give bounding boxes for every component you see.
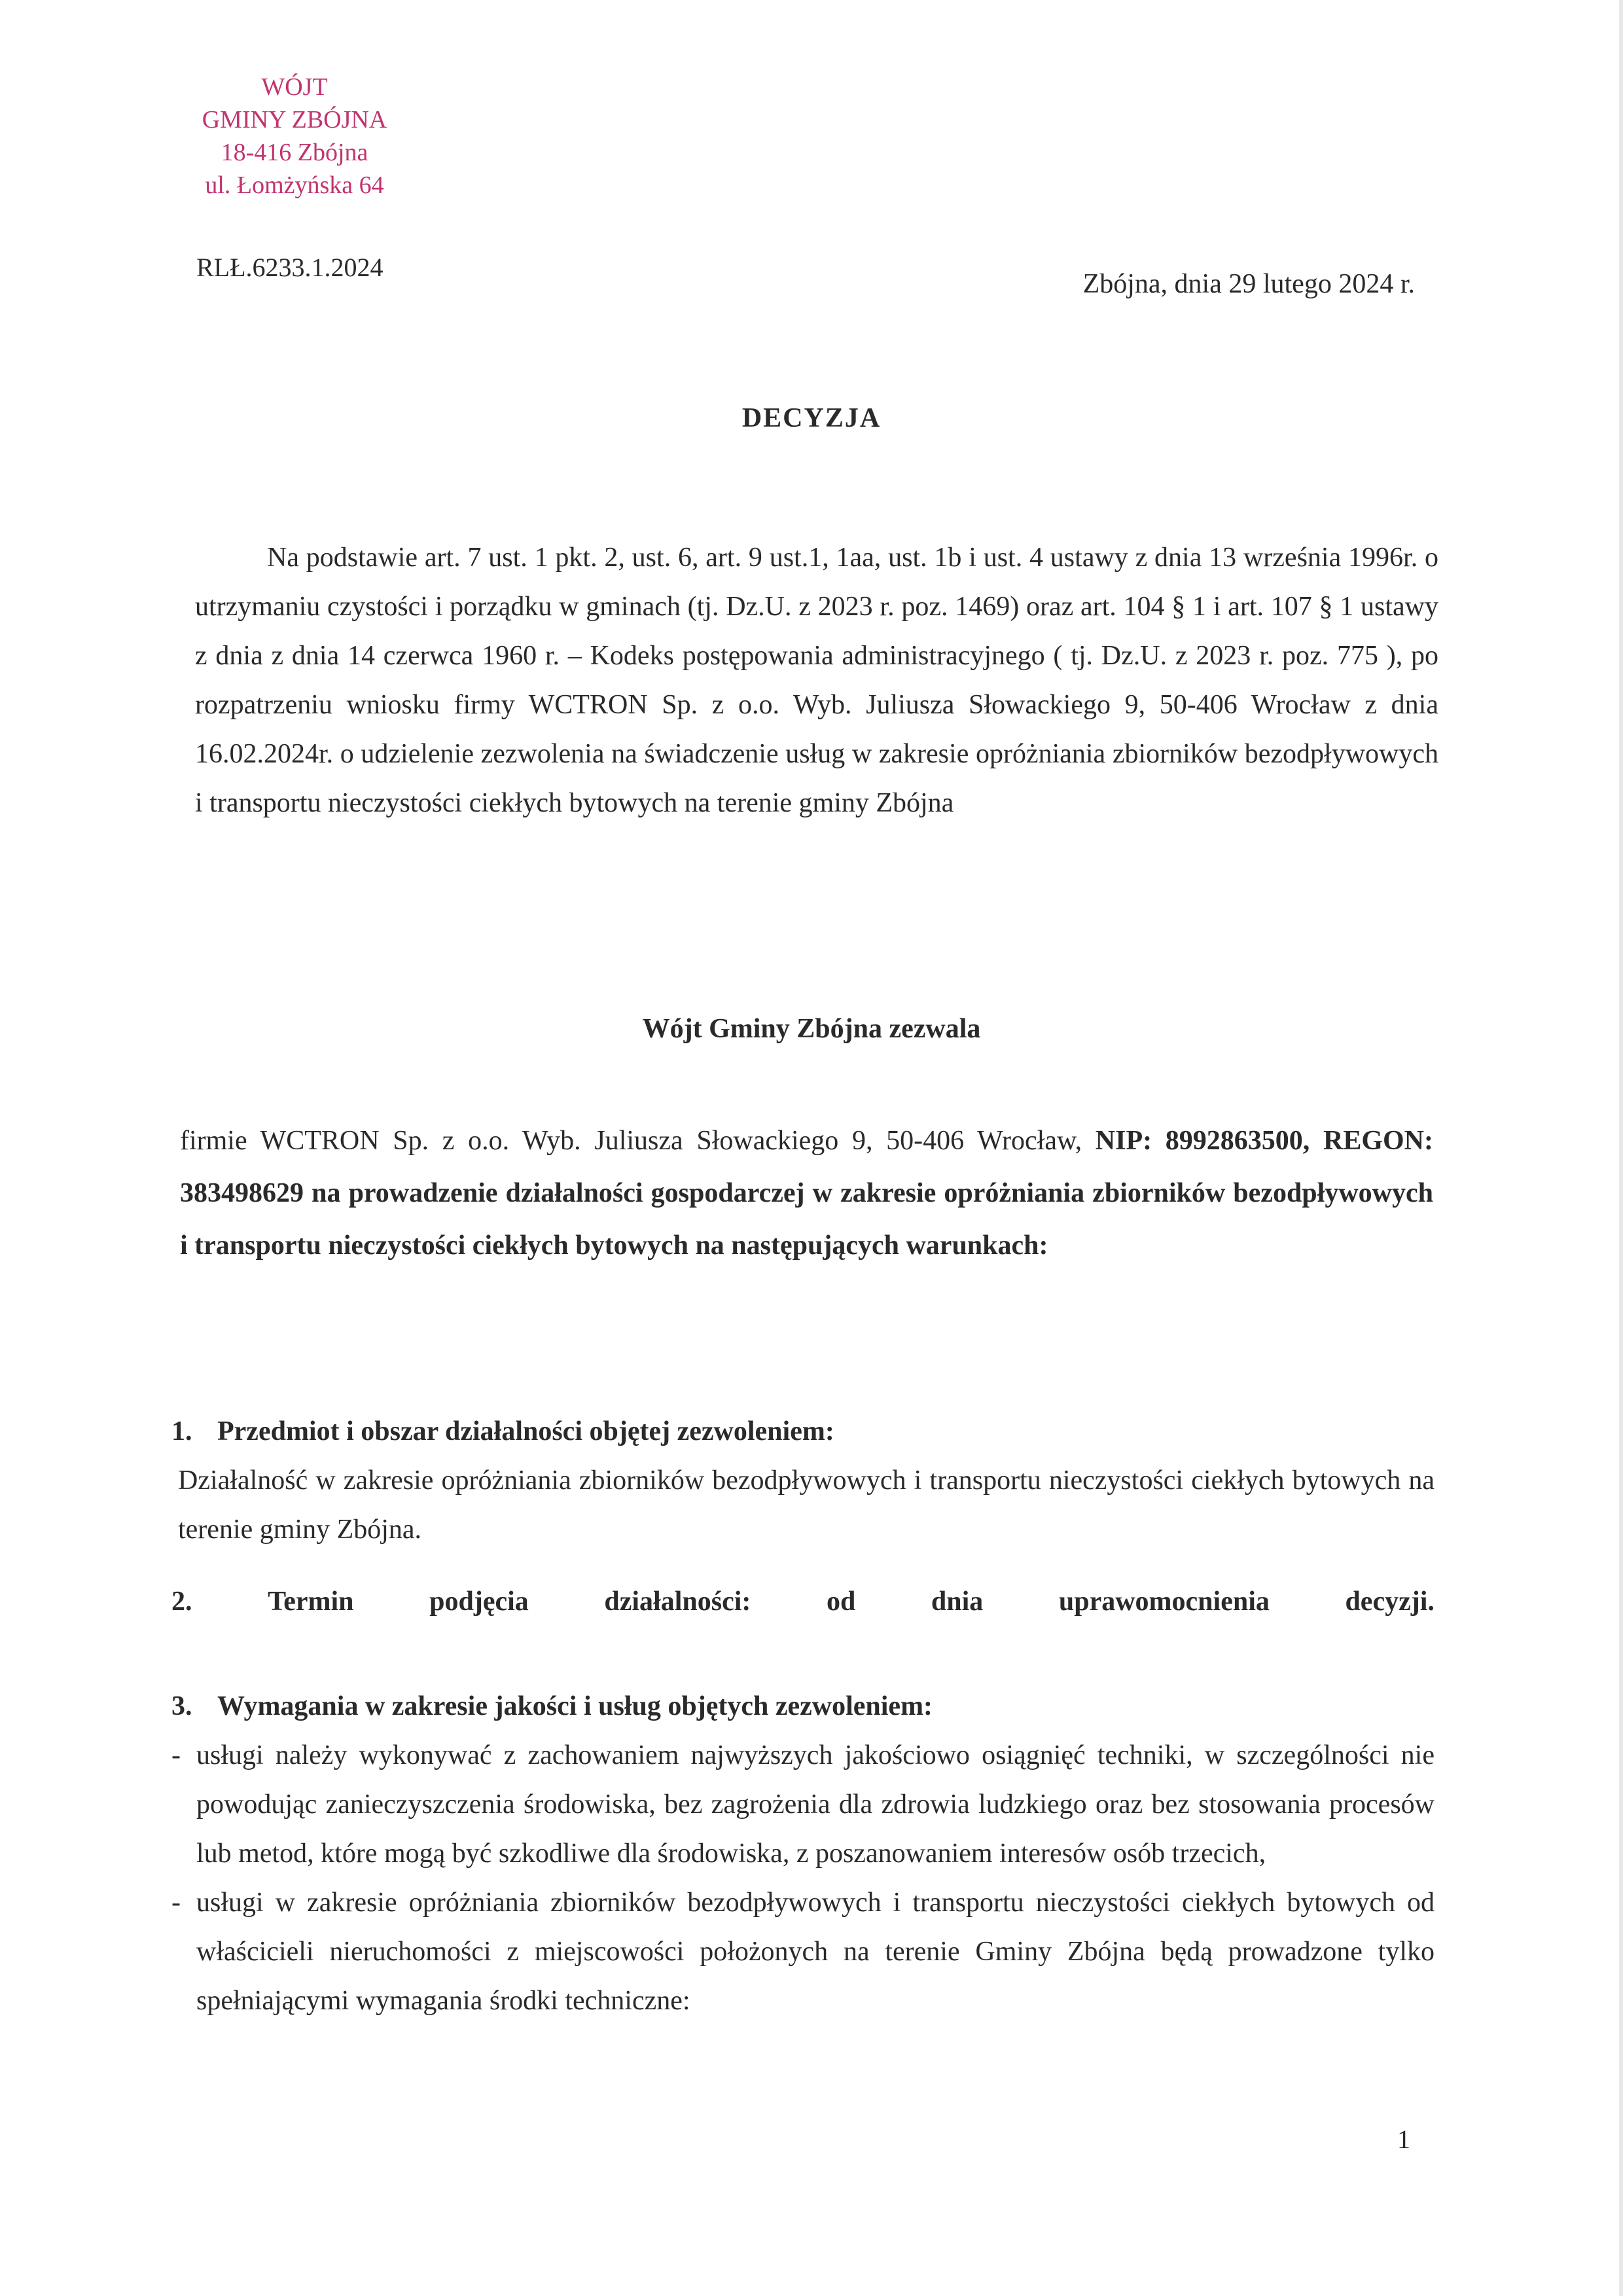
scan-edge xyxy=(1619,0,1623,2296)
item-word: podjęcia xyxy=(429,1587,529,1617)
item-number: 1. xyxy=(171,1416,192,1446)
stamp-line: WÓJT xyxy=(261,73,328,101)
condition-item-1 xyxy=(171,1407,1435,1554)
grant-text-plain: firmie WCTRON Sp. z o.o. Wyb. Juliusza Słowackiego 9, 50-406 Wrocław, xyxy=(180,1126,1096,1156)
item-word: dnia xyxy=(931,1587,984,1617)
page-number: 1 xyxy=(1397,2125,1410,2154)
place-and-date: Zbójna, dnia 29 lutego 2024 r. xyxy=(1082,269,1415,299)
document-title: DECYZJA xyxy=(741,403,882,433)
item-word: decyzji. xyxy=(1345,1587,1435,1617)
item-heading: Przedmiot i obszar działalności objętej zezwoleniem: xyxy=(217,1416,834,1446)
official-stamp xyxy=(157,71,432,202)
case-reference: RLŁ.6233.1.2024 xyxy=(196,253,383,282)
item-heading: Wymagania w zakresie jakości i usług objętych zezwoleniem: xyxy=(217,1691,933,1721)
stamp-line: GMINY ZBÓJNA xyxy=(202,106,387,134)
requirements-list xyxy=(171,1731,1435,2026)
condition-item-3 xyxy=(171,1682,1435,1731)
condition-item-2 xyxy=(171,1577,1435,1626)
item-word: działalności: xyxy=(604,1587,751,1617)
item-word: uprawomocnienia xyxy=(1058,1587,1270,1617)
stamp-line: 18-416 Zbójna xyxy=(221,139,368,166)
list-item: - usługi w zakresie opróżniania zbiorników bezodpływowych i transportu nieczystości ciekłych bytowych od właścicieli nieruchomości z miejscowości położonych na terenie Gminy Zbójna będą prowadzone tylko spełniającymi wymagania środki techniczne: xyxy=(171,1888,1435,2016)
item-word: Termin xyxy=(268,1587,354,1617)
decision-subtitle: Wójt Gminy Zbójna zezwala xyxy=(642,1014,981,1044)
grant-text-bold: NIP: 8992863500, REGON: 383498629 na prowadzenie działalności gospodarczej w zakresie opróżniania zbiorników bezodpływowych i transportu nieczystości ciekłych bytowych na następujących warunkach: xyxy=(180,1126,1433,1261)
item-number: 2. xyxy=(171,1587,192,1617)
stamp-line: ul. Łomżyńska 64 xyxy=(205,171,384,199)
item-word: od xyxy=(826,1587,856,1617)
item-body: Działalność w zakresie opróżniania zbiorników bezodpływowych i transportu nieczystości ciekłych bytowych na terenie gminy Zbójna. xyxy=(178,1465,1435,1545)
list-item: - usługi należy wykonywać z zachowaniem najwyższych jakościowo osiągnięć techniki, w szczególności nie powodując zanieczyszczenia środowiska, bez zagrożenia dla zdrowia ludzkiego oraz bez stosowania procesów lub metod, które mogą być szkodliwe dla środowiska, z poszanowaniem interesów osób trzecich, xyxy=(171,1740,1435,1869)
item-number: 3. xyxy=(171,1691,192,1721)
grant-paragraph xyxy=(180,1115,1433,1272)
legal-basis-paragraph: Na podstawie art. 7 ust. 1 pkt. 2, ust. 6, art. 9 ust.1, 1aa, ust. 1b i ust. 4 ustawy z dnia 13 września 1996r. o utrzymaniu czystości i porządku w gminach (tj. Dz.U. z 2023 r. poz. 1469) oraz art. 104 § 1 i art. 107 § 1 ustawy z dnia z dnia 14 czerwca 1960 r. – Kodeks postępowania administracyjnego ( tj. Dz.U. z 2023 r. poz. 775 ), po rozpatrzeniu wniosku firmy WCTRON Sp. z o.o. Wyb. Juliusza Słowackiego 9, 50-406 Wrocław z dnia 16.02.2024r. o udzielenie zezwolenia na świadczenie usług w zakresie opróżniania zbiorników bezodpływowych i transportu nieczystości ciekłych bytowych na terenie gminy Zbójna xyxy=(195,543,1438,818)
